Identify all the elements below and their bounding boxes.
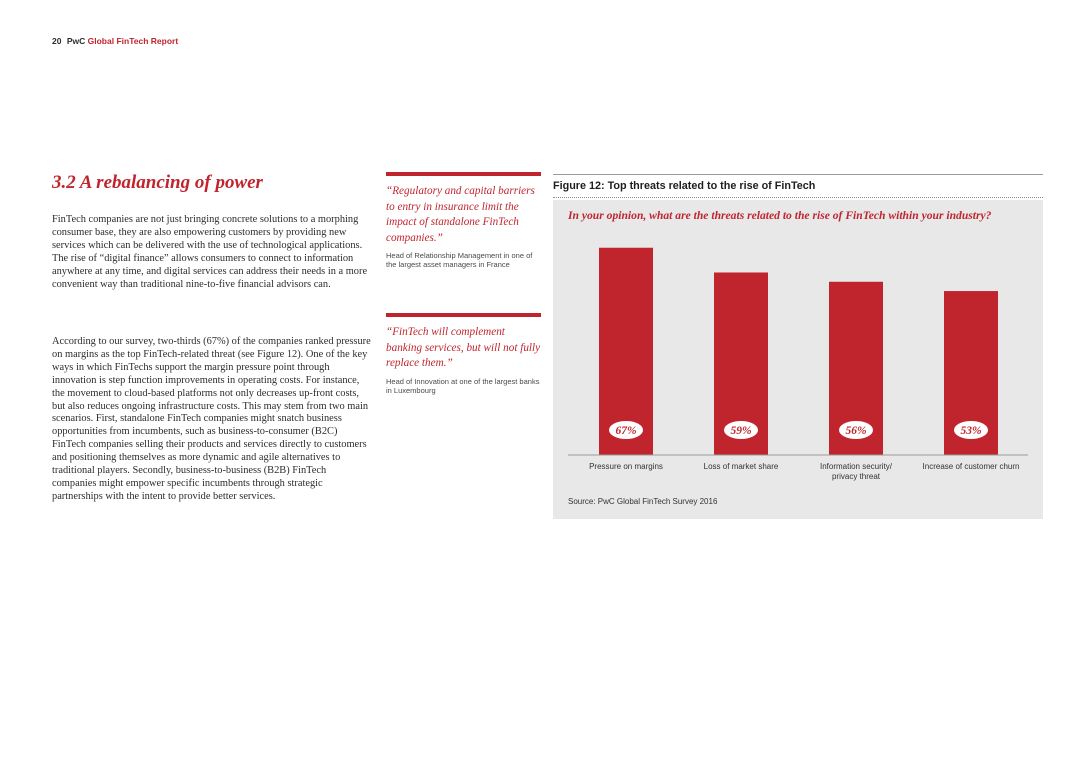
category-label: Information security/ privacy threat <box>819 462 893 481</box>
chart-panel <box>553 200 1043 519</box>
bar-chart <box>553 200 1043 519</box>
section-title: 3.2 A rebalancing of power <box>52 172 263 193</box>
pull-quote-1 <box>386 172 541 269</box>
figure-top-rule <box>553 174 1043 175</box>
page-header <box>52 36 178 46</box>
quote-attribution: Head of Innovation at one of the largest banks in Luxembourg <box>386 376 540 395</box>
quote-rule <box>386 172 541 176</box>
figure-12 <box>553 174 1043 519</box>
quote-rule <box>386 313 541 317</box>
figure-dotted-rule <box>553 197 1043 198</box>
figure-caption: Figure 12: Top threats related to the rise of FinTech <box>553 180 816 192</box>
quote-text: “Regulatory and capital barriers to entry in insurance limit the impact of standalone FinTech companies.” <box>386 185 535 244</box>
brand-name: PwC <box>66 36 86 46</box>
pull-quote-2 <box>386 313 541 395</box>
value-label: 59% <box>730 425 752 437</box>
chart-source: Source: PwC Global FinTech Survey 2016 <box>568 497 718 506</box>
category-label: Pressure on margins <box>589 462 663 471</box>
value-label: 67% <box>615 425 637 437</box>
category-label: Increase of customer churn <box>922 462 1020 471</box>
quote-text: “FinTech will complement banking services, but will not fully replace them.” <box>386 326 541 369</box>
report-title: Global FinTech Report <box>87 36 179 46</box>
body-paragraph-2: According to our survey, two-thirds (67%) of the companies ranked pressure on margins as the top FinTech-related threat (see Figure 12). One of the key ways in which FinTechs support the margin pressure point through innovation is step function improvements in operating costs. For instance, the movement to cloud-based platforms not only decreases up-front costs, but also reduces ongoing infrastructure costs. This may stem from two main scenarios. First, standalone FinTech companies might snatch business opportunities from incumbents, such as business-to-consumer (B2C) FinTech companies selling their products and services directly to customers and positioning themselves as more dynamic and agile alternatives to traditional players. Secondly, business-to-business (B2B) FinTech companies might empower specific incumbents through strategic partnerships with the intent to provide better services. <box>52 336 371 502</box>
category-label: Loss of market share <box>703 462 779 471</box>
value-label: 53% <box>960 425 982 437</box>
page-number: 20 <box>52 36 62 46</box>
value-label: 56% <box>845 425 867 437</box>
quote-attribution: Head of Relationship Management in one of the largest asset managers in France <box>386 251 533 270</box>
survey-question: In your opinion, what are the threats related to the rise of FinTech within your industry? <box>568 209 992 222</box>
body-paragraph-1: FinTech companies are not just bringing concrete solutions to a morphing consumer base, they are also empowering customers by providing new services which can be delivered with the use of technological applications. The rise of “digital finance” allows consumers to connect to information anywhere at any time, and digital services can address their needs in a more convenient way than traditional nine-to-five financial advisors can. <box>52 214 368 290</box>
